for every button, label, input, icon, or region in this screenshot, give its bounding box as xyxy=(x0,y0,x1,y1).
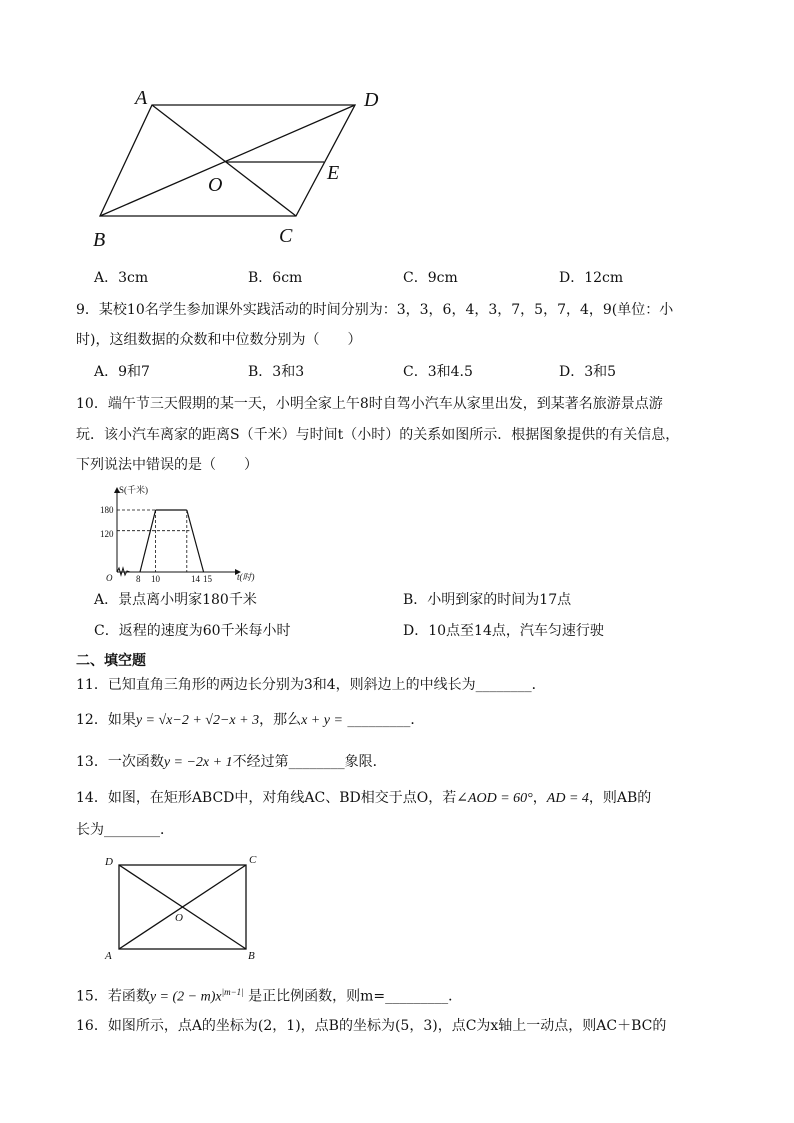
q14-ad-length: AD = 4 xyxy=(546,791,589,806)
q8-parallelogram-figure xyxy=(80,84,400,254)
origin-label: O xyxy=(106,573,113,583)
x-tick-8: 8 xyxy=(136,574,141,584)
q10-stem-line1: 10．端午节三天假期的某一天，小明全家上午8时自驾小汽车从家里出发，到某著名旅游景点游 xyxy=(76,396,663,412)
q9-option-d: D．3和5 xyxy=(559,364,617,380)
q15-prefix: 15．若函数 xyxy=(76,988,150,1005)
point-label-o: O xyxy=(208,174,223,196)
vertex-label-d: D xyxy=(364,89,379,111)
q10-stem-line2: 玩．该小汽车离家的距离S（千米）与时间t（小时）的关系如图所示．根据图象提供的有关信息， xyxy=(76,427,680,443)
q9-option-a: A．9和7 xyxy=(94,364,150,380)
q8-option-d: D．12cm xyxy=(559,270,624,286)
q13-formula: y = −2x + 1 xyxy=(163,755,233,770)
y-axis-label: S(千米) xyxy=(119,485,148,495)
q15-formula: y = (2 − m)x xyxy=(149,989,222,1005)
q14-stem-line2: 长为________． xyxy=(76,822,174,838)
q16-stem: 16．如图所示，点A的坐标为(2，1)，点B的坐标为(5，3)，点C为x轴上一动点，则AC＋BC的 xyxy=(76,1018,667,1034)
point-label-e: E xyxy=(327,162,340,184)
q9-stem-line1: 9．某校10名学生参加课外实践活动的时间分别为：3，3，6，4，3，7，5，7，4，9(单位：小 xyxy=(76,302,674,318)
vertex-label-b: B xyxy=(248,950,255,962)
diagonal-bd xyxy=(100,105,355,216)
q12-formula: y = √x−2 + √2−x + 3 xyxy=(135,713,260,728)
diagonal-ac xyxy=(152,105,296,216)
q10-stem-line3: 下列说法中错误的是（ ） xyxy=(76,457,258,473)
q14-separator: ， xyxy=(532,790,547,806)
q10-distance-time-chart xyxy=(100,482,270,586)
q10-option-c: C．返程的速度为60千米每小时 xyxy=(94,623,291,639)
q14-angle: ∠AOD = 60° xyxy=(456,791,533,806)
vertex-label-a: A xyxy=(105,950,112,962)
q12-suffix: _________． xyxy=(347,712,425,728)
q13-stem xyxy=(76,752,387,773)
x-tick-15: 15 xyxy=(203,574,212,584)
q9-option-c: C．3和4.5 xyxy=(403,364,473,380)
q15-suffix: 是正比例函数，则m=_________． xyxy=(248,988,463,1005)
section-title-fill-blank: 二、填空题 xyxy=(76,653,146,669)
q14-prefix: 14．如图，在矩形ABCD中，对角线AC、BD相交于点O，若 xyxy=(76,790,457,806)
vertex-label-c: C xyxy=(249,854,257,866)
q8-option-c: C．9cm xyxy=(403,270,458,286)
x-axis-label: t(时) xyxy=(237,572,255,582)
q8-option-b: B．6cm xyxy=(248,270,303,286)
segment-return xyxy=(187,510,204,572)
q13-prefix: 13．一次函数 xyxy=(76,754,164,770)
q12-prefix: 12．如果 xyxy=(76,712,136,728)
x-tick-10: 10 xyxy=(151,574,160,584)
q9-stem-line2: 时)，这组数据的众数和中位数分别为（ ） xyxy=(76,332,362,348)
vertex-label-b: B xyxy=(93,229,106,251)
q14-line1-suffix: ，则AB的 xyxy=(588,790,652,806)
q9-option-b: B．3和3 xyxy=(248,364,305,380)
vertex-label-a: A xyxy=(135,87,148,109)
q11-stem: 11．已知直角三角形的两边长分别为3和4，则斜边上的中线长为________． xyxy=(76,677,546,693)
q15-formula-exponent: |m−1| xyxy=(221,987,244,997)
q12-formula2: x + y = xyxy=(301,713,343,728)
q8-option-a: A．3cm xyxy=(94,270,149,286)
q14-stem-line1 xyxy=(76,788,651,809)
q13-suffix: 不经过第________象限． xyxy=(232,754,387,770)
x-tick-14: 14 xyxy=(191,574,200,584)
segment-outbound xyxy=(140,510,156,572)
y-tick-120: 120 xyxy=(100,529,114,539)
point-label-o: O xyxy=(175,912,183,924)
q15-stem xyxy=(76,982,462,1008)
vertex-label-c: C xyxy=(279,225,293,247)
q10-option-a: A．景点离小明家180千米 xyxy=(94,592,257,608)
y-tick-180: 180 xyxy=(100,505,114,515)
q12-mid: ，那么 xyxy=(259,712,302,728)
vertex-label-d: D xyxy=(105,856,113,868)
q10-option-b: B．小明到家的时间为17点 xyxy=(403,592,572,608)
q14-rectangle-figure xyxy=(100,850,270,966)
q12-stem xyxy=(76,710,424,731)
q10-option-d: D．10点至14点，汽车匀速行驶 xyxy=(403,623,604,639)
